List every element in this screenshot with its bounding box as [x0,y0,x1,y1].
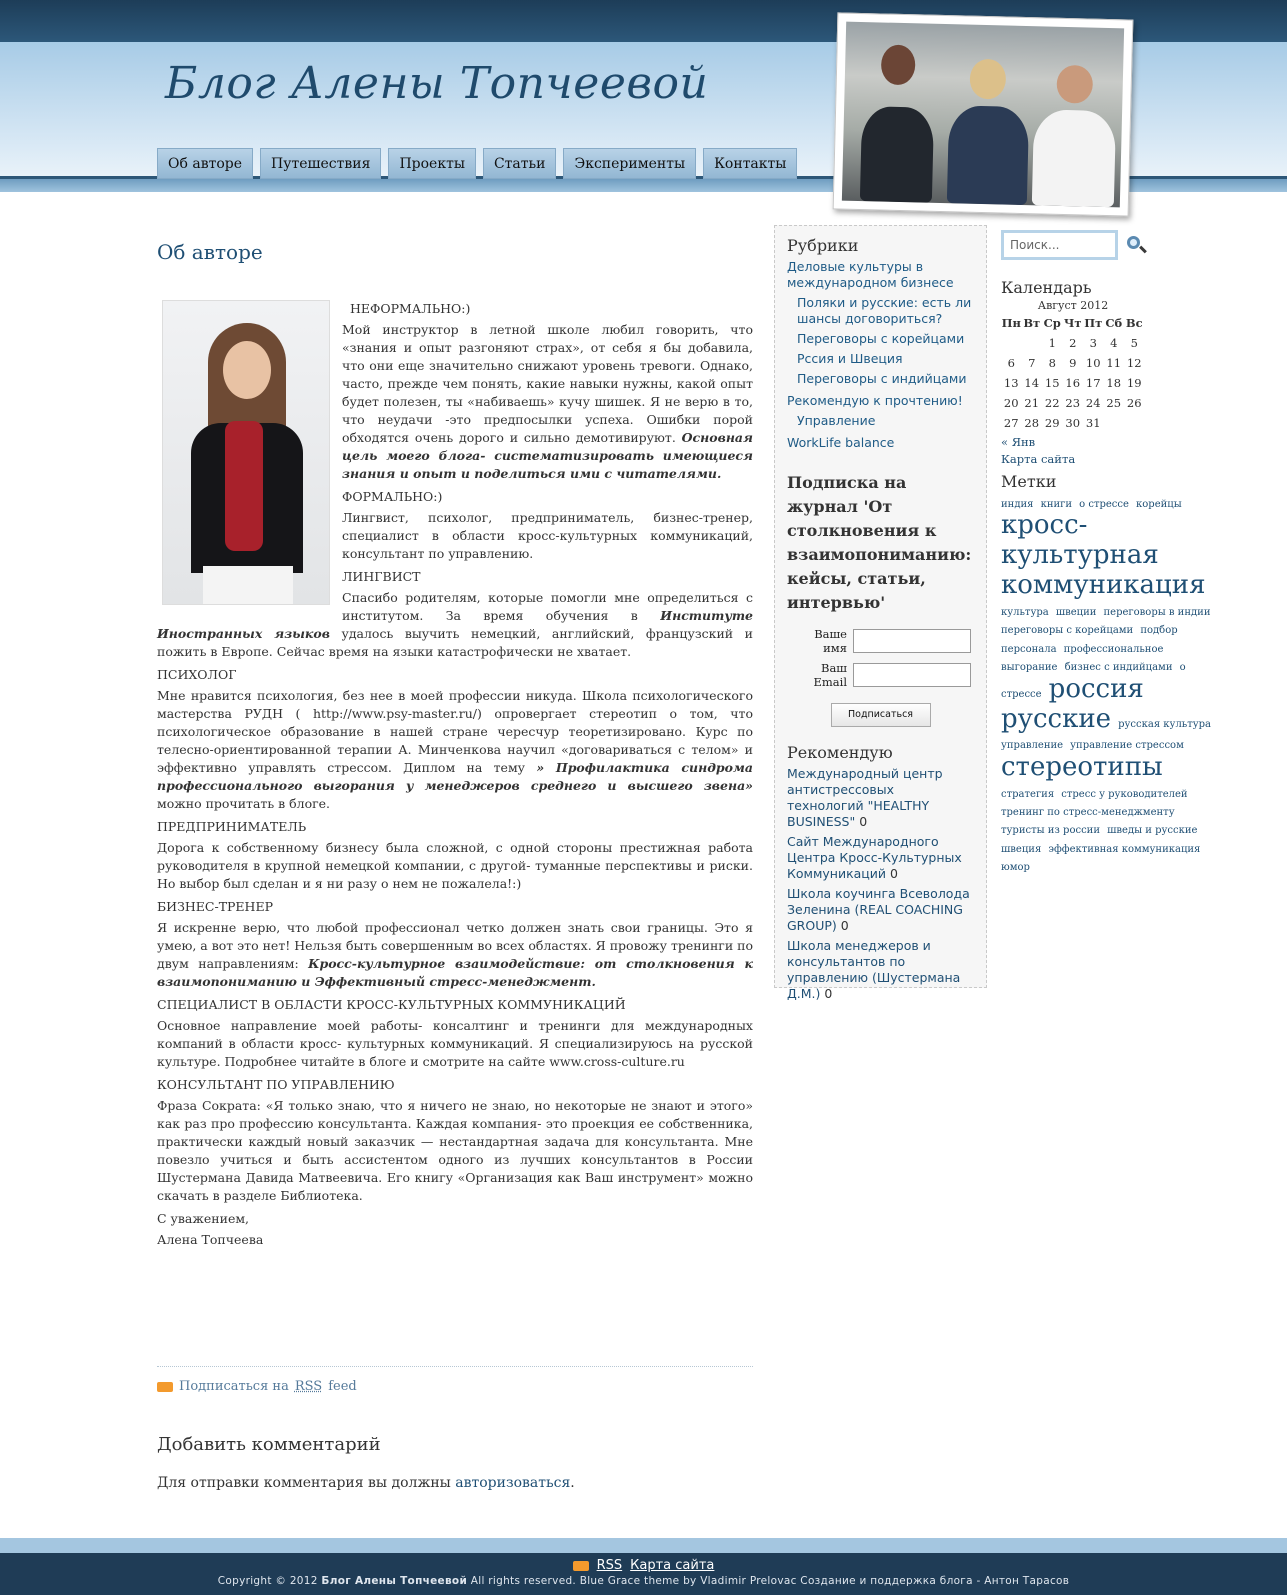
nav-travel[interactable]: Путешествия [260,148,381,179]
calendar-day: 5 [1130,336,1138,350]
calendar-day: 16 [1065,376,1081,390]
calendar-day: 7 [1028,356,1036,370]
tag-link[interactable]: о стрессе [1079,499,1129,510]
calendar-weekday: Чт [1063,316,1082,330]
calendar-day: 1 [1048,336,1056,350]
tags-title: Метки [1001,472,1057,491]
rss-abbr[interactable]: RSS [294,1379,323,1394]
category-item[interactable]: WorkLife balance [787,435,895,450]
search-form [1001,230,1221,260]
rss-subscribe[interactable] [157,1379,753,1394]
section-linguist-heading: ЛИНГВИСТ [342,569,421,584]
tag-link[interactable]: культура [1001,607,1049,619]
comment-title: Добавить комментарий [157,1434,381,1455]
copyright: Copyright © 2012 Блог Алены Топчеевой All rights reserved. Blue Grace theme by Vladimir Prelovac Создание и поддержка блога - Антон Тарасов [217,1575,1070,1587]
tag-link[interactable]: стресс у руководителей [1061,788,1188,800]
calendar-day: 2 [1069,336,1077,350]
calendar-day: 30 [1065,416,1081,430]
recommend-link[interactable]: Школа менеджеров и консультантов по управлению (Шустермана Д.М.) [787,938,961,1001]
recommend-count: 0 [824,986,833,1001]
calendar-day: 18 [1106,376,1122,390]
tag-link[interactable]: управление [1001,740,1064,752]
tag-link[interactable]: кросс-культурная коммуникация [1001,510,1206,601]
calendar-day: 3 [1089,336,1097,350]
calendar-day: 21 [1024,396,1040,410]
tag-link[interactable]: россия [1048,673,1144,704]
calendar-day: 22 [1044,396,1060,410]
calendar-day: 27 [1003,416,1019,430]
recommend-item [787,886,974,934]
tag-link[interactable]: русская культура [1118,718,1212,730]
regards: С уважением, [157,1211,250,1226]
calendar-weekday: Ср [1043,316,1061,330]
rss-prefix[interactable]: Подписаться на [179,1379,289,1394]
email-field[interactable] [853,663,971,687]
name-field[interactable] [853,629,971,653]
tag-link[interactable]: юмор [1001,862,1030,874]
section-trainer-text: Я искренне верю, что любой профессионал четко должен знать свои границы. Это я умею, а вот это нет! Нельзя быть совершенным во всех областях. Я провожу тренинги по двум направлениям: Кросс-культурное взаимодействие: от столкновения к взаимопониманию и Эффективный стресс-менеджмент. [157,920,753,989]
category-item[interactable]: Рссия и Швеция [797,351,903,366]
tag-cloud [1001,493,1216,875]
calendar-weekday: Вт [1023,316,1041,330]
section-informal-heading: НЕФОРМАЛЬНО:) [349,301,471,316]
calendar-day: 19 [1126,376,1142,390]
divider [157,1366,753,1367]
page-title: Об авторе [157,240,263,264]
category-item[interactable]: Управление [797,413,876,428]
category-item[interactable]: Деловые культуры в международном бизнесе [787,259,954,290]
recommend-title: Рекомендую [787,743,893,762]
tag-link[interactable]: о стрессе [1001,662,1186,700]
calendar-day: 9 [1069,356,1077,370]
subscribe-button[interactable]: Подписаться [831,703,931,727]
calendar-day: 26 [1126,396,1142,410]
tag-link[interactable]: управление стрессом [1070,740,1184,752]
tag-link[interactable]: профессиональное выгорание [1001,643,1164,674]
search-icon[interactable] [1125,234,1147,256]
recommend-link[interactable]: Сайт Международного Центра Кросс-Культурных Коммуникаций [787,834,962,881]
tag-link[interactable]: шведы и русские [1107,825,1198,837]
main-nav [157,148,797,179]
calendar-day: 28 [1024,416,1040,430]
tag-link[interactable]: индия [1001,499,1034,510]
subscribe-form [787,627,974,727]
calendar-day: 8 [1048,356,1056,370]
calendar-day: 31 [1085,416,1101,430]
signature: Алена Топчеева [157,1232,264,1247]
calendar-day: 29 [1044,416,1060,430]
section-consult-text: Фраза Сократа: «Я только знаю, что я ничего не знаю, но некоторые не знают и этого» как раз про профессию консультанта. Каждая компания- это проекция ее собственника, практически каждый новый заказчик — нестандартная задача для консультанта. Мне повезло учиться и быть ассистентом одного из лучших консультантов в России Шустермана Давида Матвеевича. Его книгу «Организация как Ваш инструмент» можно скачать в разделе Библиотека. [157,1098,753,1203]
site-title[interactable]: Блог Алены Топчеевой [165,58,709,109]
calendar-title: Календарь [1001,278,1092,297]
tag-link[interactable]: эффективная коммуникация [1048,843,1201,855]
tag-link[interactable]: русские [1001,703,1112,734]
recommend-count: 0 [890,866,898,881]
section-consult-heading: КОНСУЛЬТАНТ ПО УПРАВЛЕНИЮ [157,1077,395,1092]
section-cc-text: Основное направление моей работы- консалтинг и тренинги для международных компаний в области кросс- культурных коммуникаций. Я специализируюсь на русской культуре. Подробнее читайте в блоге и смотрите на сайте www.cross-culture.ru [157,1018,753,1069]
recommend-count: 0 [859,814,868,829]
footer-rss-link[interactable]: RSS [596,1558,623,1573]
section-linguist-text: Спасибо родителям, которые помогли мне определиться с институтом. За время обучения в Институте Иностранных языков удалось выучить немецкий, английский, французский и пожить в Европе. Сейчас время на языки катастрофически не хватает. [157,590,753,659]
section-entre-heading: ПРЕДПРИНИМАТЕЛЬ [157,819,307,834]
nav-experiments[interactable]: Эксперименты [563,148,696,179]
post-footer [157,1366,753,1491]
calendar-day: 25 [1106,396,1122,410]
section-formal-heading: ФОРМАЛЬНО:) [342,489,443,504]
tag-link[interactable]: швеции [1055,607,1097,619]
category-item[interactable]: Переговоры с корейцами [797,331,965,346]
recommend-item [787,938,974,1002]
recommend-link[interactable]: Международный центр антистрессовых технологий "HEALTHY BUSINESS" [787,766,943,829]
calendar-day: 17 [1085,376,1101,390]
calendar-table [1001,313,1145,433]
sitemap-link[interactable]: Карта сайта [1001,452,1076,466]
calendar-day: 10 [1085,356,1101,370]
category-item[interactable]: Поляки и русские: есть ли шансы договориться? [797,295,972,326]
calendar-day: 11 [1106,356,1122,370]
rss-suffix[interactable]: feed [328,1379,357,1394]
nav-about[interactable]: Об авторе [157,148,253,179]
name-label: Ваше имя [814,627,847,655]
article-body [157,300,753,1252]
calendar-day: 12 [1126,356,1142,370]
footer-top-strip [0,1538,1287,1553]
calendar-day: 13 [1003,376,1019,390]
tag-link[interactable]: переговоры с корейцами [1001,625,1134,637]
calendar-day [1104,413,1125,433]
calendar-weekday: Сб [1105,316,1123,330]
login-link[interactable]: авторизоваться [455,1475,571,1491]
category-item[interactable]: Рекомендую к прочтению! [787,393,963,408]
recommend-link[interactable]: Школа коучинга Всеволода Зеленина (REAL COACHING GROUP) [787,886,970,933]
tag-link[interactable]: корейцы [1136,499,1182,510]
section-entre-text: Дорога к собственному бизнесу была сложной, с одной стороны престижная работа руководителя в крупной немецкой компании, с другой- туманные перспективы и риски. Но выбор был сделан и я ни разу о нем не пожалела!:) [157,840,753,891]
tag-link[interactable]: туристы из россии [1001,825,1101,837]
categories-list [787,259,974,451]
header-photo-frame [833,12,1134,216]
calendar-day [1124,413,1145,433]
calendar-day: 20 [1003,396,1019,410]
categories-title: Рубрики [787,236,859,255]
tag-link[interactable]: стереотипы [1001,751,1163,782]
search-input[interactable]: Поиск... [1001,230,1118,260]
rss-icon [157,1382,173,1392]
site-footer [0,1553,1287,1595]
sidebar-primary [774,225,987,1001]
email-label: Ваш Email [813,661,847,689]
section-trainer-heading: БИЗНЕС-ТРЕНЕР [157,899,273,914]
tag-link[interactable]: подбор персонала [1001,625,1178,655]
calendar-weekday: Пн [1001,316,1021,330]
calendar-weekday: Вс [1125,316,1143,330]
section-cc-heading: СПЕЦИАЛИСТ В ОБЛАСТИ КРОСС-КУЛЬТУРНЫХ КОММУНИКАЦИЙ [157,997,626,1012]
section-informal-text: Мой инструктор в летной школе любил говорить, что «знания и опыт разгоняют страх», от себя я бы добавила, что они еще значительно снижают уровень тревоги. Однако, часто, прежде чем понять, какие навыки нужны, какой опыт будет полезен, ты «набиваешь» кучу шишек. Я не верю в то, что неудачи -это предпосылки успеха. Ошибки порой обходятся очень дорого и сильно демотивируют. Основная цель моего блога- систематизировать имеющиеся знания и опыт и поделиться ими с читателями. [342,322,753,481]
calendar-weekday: Пт [1084,316,1103,330]
nav-articles[interactable]: Статьи [483,148,557,179]
calendar-caption: Август 2012 [1037,299,1109,312]
recommend-list [787,766,974,1002]
calendar-day: 4 [1110,336,1118,350]
footer-sitemap-link[interactable]: Карта сайта [630,1558,715,1573]
comment-note: Для отправки комментария вы должны авторизоваться. [157,1475,575,1491]
category-item[interactable]: Переговоры с индийцами [797,371,967,386]
sidebar-secondary [1001,230,1221,875]
rss-icon [573,1561,589,1571]
nav-projects[interactable]: Проекты [388,148,476,179]
tag-link[interactable]: переговоры в индии [1103,607,1211,619]
tag-link[interactable]: книги [1040,499,1073,510]
calendar-day [1001,333,1022,353]
section-psych-heading: ПСИХОЛОГ [157,667,237,682]
section-psych-text: Мне нравится психология, без нее в моей профессии никуда. Школа психологического мастерства РУДН ( http://www.psy-master.ru/) опровергает стереотип о том, что психологическое образование в нашей стране чересчур теоретизировано. Курс по телесно-ориентированной терапии А. Минченкова научил «договариваться с телом» и эффективно управлять стрессом. Диплом на тему » Профилактика синдрома профессионального выгорания у менеджеров среднего и высшего звена» можно прочитать в блоге. [157,688,753,811]
recommend-count: 0 [840,918,849,933]
main-content [157,240,753,1491]
tag-link[interactable]: швеция [1001,843,1042,855]
nav-contacts[interactable]: Контакты [703,148,797,179]
calendar-day: 24 [1085,396,1101,410]
calendar-day: 6 [1007,356,1015,370]
calendar-day: 15 [1044,376,1060,390]
tag-link[interactable]: бизнес с индийцами [1064,662,1173,674]
recommend-item [787,834,974,882]
calendar-day: 23 [1065,396,1081,410]
subscribe-title: Подписка на журнал 'От столкновения к взаимопониманию: кейсы, статьи, интервью' [787,473,972,612]
calendar-day [1022,333,1043,353]
author-photo [162,300,330,605]
header-photo [842,22,1124,208]
calendar-day: 14 [1024,376,1040,390]
section-formal-text: Лингвист, психолог, предприниматель, бизнес-тренер, специалист в области кросс-культурных коммуникаций, консультант по управлению. [342,510,753,561]
tag-link[interactable]: тренинг по стресс-менеджменту [1001,807,1175,819]
calendar-prev-link[interactable]: « Янв [1001,435,1036,449]
recommend-item [787,766,974,830]
tag-link[interactable]: стратегия [1001,788,1055,800]
